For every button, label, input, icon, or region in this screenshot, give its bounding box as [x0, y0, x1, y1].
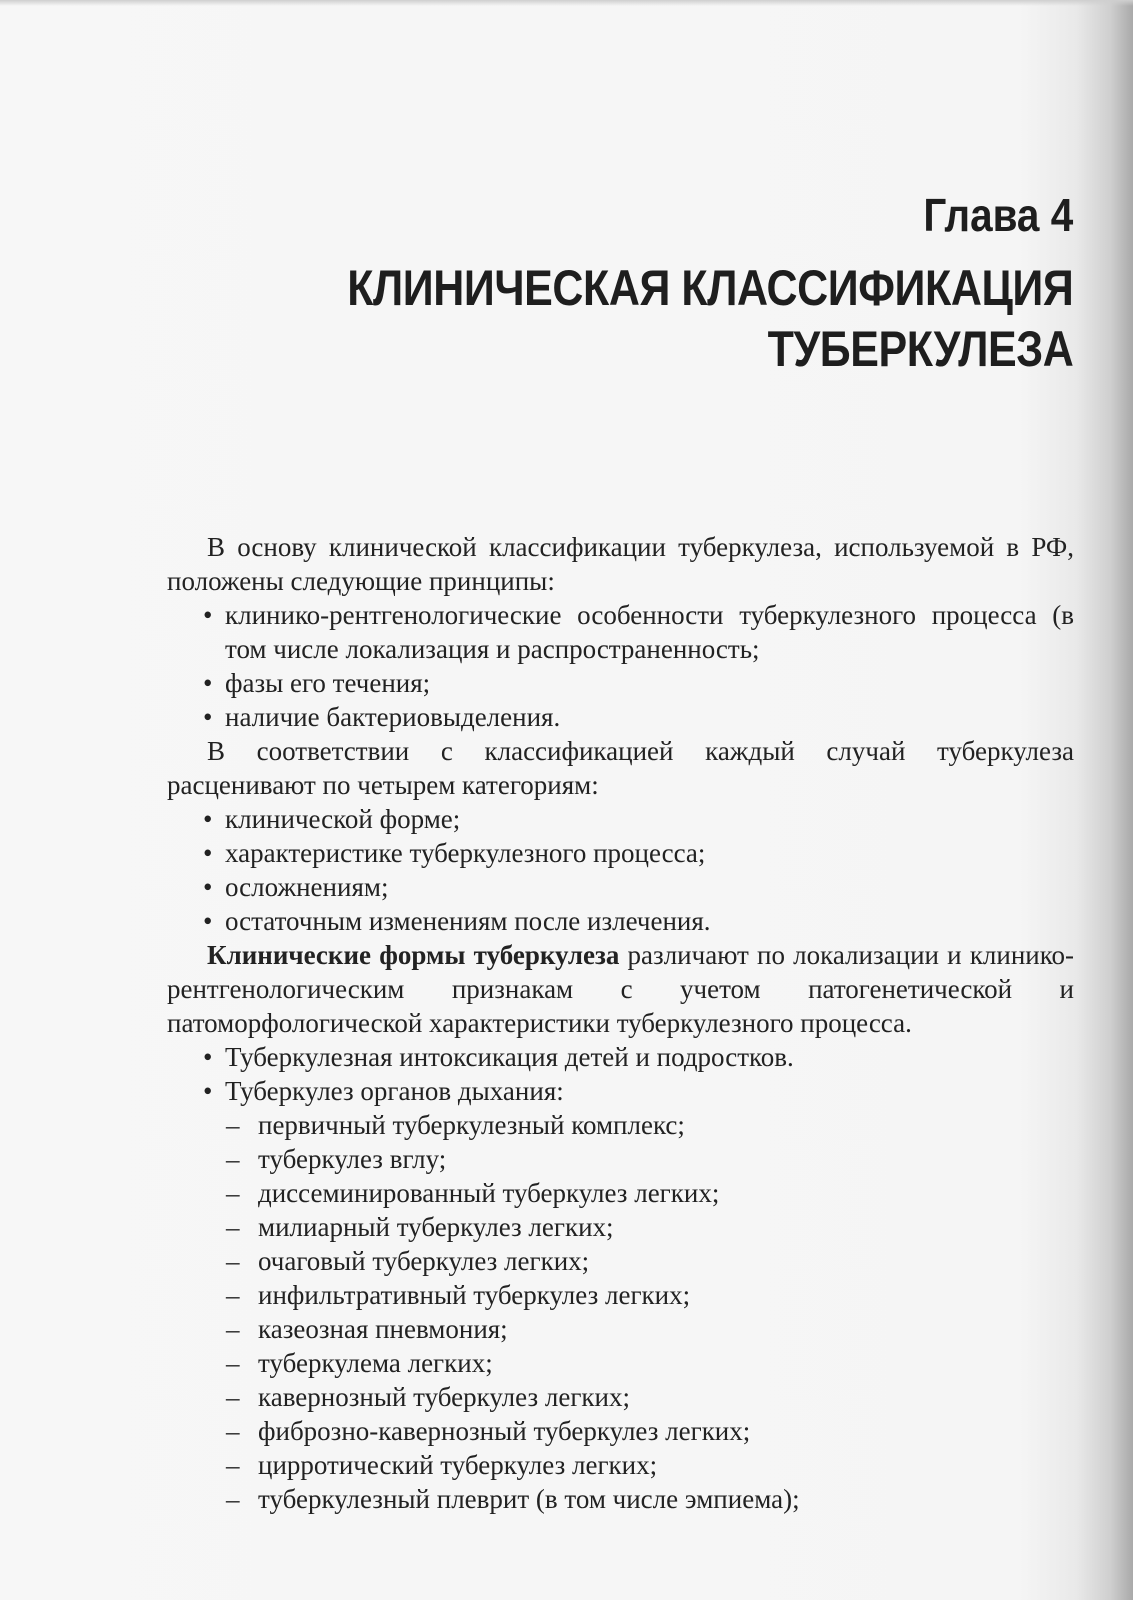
dash-mark: –	[226, 1144, 240, 1174]
bullet-mark: •	[203, 1076, 213, 1106]
forms-paragraph	[167, 938, 1074, 1040]
chapter-title-line: ТУБЕРКУЛЕЗА	[767, 321, 1073, 377]
sub-list-item-text: туберкулез вглу;	[258, 1144, 447, 1174]
chapter-title-line: КЛИНИЧЕСКАЯ КЛАССИФИКАЦИЯ	[346, 260, 1073, 316]
dash-mark: –	[226, 1246, 240, 1276]
categories-paragraph: В соответствии с классификацией каждый случай туберкулеза расценивают по четырем категориям:	[167, 736, 1074, 800]
list-item	[167, 1040, 1074, 1074]
dash-mark: –	[226, 1212, 240, 1242]
bullet-mark: •	[203, 668, 213, 698]
dash-mark: –	[226, 1110, 240, 1140]
list-item-text: фазы его течения;	[225, 668, 431, 698]
sub-list-item-text: туберкулема легких;	[258, 1348, 493, 1378]
sub-list-item	[167, 1482, 1074, 1516]
body-text	[167, 530, 1074, 1516]
list-item	[167, 802, 1074, 836]
list-item	[167, 870, 1074, 904]
list-item	[167, 598, 1074, 666]
sub-list-item	[167, 1176, 1074, 1210]
sub-list-item	[167, 1312, 1074, 1346]
sub-list-item-text: диссеминированный туберкулез легких;	[258, 1178, 720, 1208]
list-item-text: Туберкулез органов дыхания:	[225, 1076, 564, 1106]
list-item-text: остаточным изменениям после излечения.	[225, 906, 711, 936]
dash-mark: –	[226, 1178, 240, 1208]
bullet-mark: •	[203, 1042, 213, 1072]
sub-list-item	[167, 1380, 1074, 1414]
sub-list-item-text: милиарный туберкулез легких;	[258, 1212, 614, 1242]
list-item-text: Туберкулезная интоксикация детей и подростков.	[225, 1042, 794, 1072]
sub-list-item-text: цирротический туберкулез легких;	[258, 1450, 658, 1480]
sub-list-item	[167, 1244, 1074, 1278]
sub-list-item	[167, 1346, 1074, 1380]
sub-list-item	[167, 1142, 1074, 1176]
sub-list-item-text: фиброзно-кавернозный туберкулез легких;	[258, 1416, 751, 1446]
list-item	[167, 666, 1074, 700]
sub-list-item-text: казеозная пневмония;	[258, 1314, 508, 1344]
sub-list-item-text: очаговый туберкулез легких;	[258, 1246, 590, 1276]
chapter-title	[347, 258, 1073, 380]
list-item-text: клинико-рентгенологические особенности туберкулезного процесса (в том числе локализация и распространенность;	[225, 600, 1074, 664]
sub-list-item	[167, 1278, 1074, 1312]
sub-list-item	[167, 1448, 1074, 1482]
dash-mark: –	[226, 1314, 240, 1344]
dash-mark: –	[226, 1416, 240, 1446]
bullet-mark: •	[203, 906, 213, 936]
list-item	[167, 904, 1074, 938]
bullet-mark: •	[203, 804, 213, 834]
page-top-edge	[0, 0, 1133, 6]
bullet-mark: •	[203, 702, 213, 732]
dash-mark: –	[226, 1484, 240, 1514]
forms-paragraph-text: различают по локализации и клинико-рентгенологическим признакам с учетом патогенетической и патоморфологической характеристики туберкулезного процесса.	[167, 940, 1074, 1038]
sub-list-item-text: инфильтративный туберкулез легких;	[258, 1280, 691, 1310]
dash-mark: –	[226, 1450, 240, 1480]
dash-mark: –	[226, 1348, 240, 1378]
list-item-text: характеристике туберкулезного процесса;	[225, 838, 706, 868]
dash-mark: –	[226, 1280, 240, 1310]
sub-list-item	[167, 1108, 1074, 1142]
bullet-mark: •	[203, 600, 213, 630]
list-item-text: наличие бактериовыделения.	[225, 702, 561, 732]
intro-paragraph: В основу клинической классификации туберкулеза, используемой в РФ, положены следующие принципы:	[167, 532, 1074, 596]
dash-mark: –	[226, 1382, 240, 1412]
list-item	[167, 700, 1074, 734]
list-item-text: клинической форме;	[225, 804, 461, 834]
sub-list-item-text: кавернозный туберкулез легких;	[258, 1382, 630, 1412]
bullet-mark: •	[203, 872, 213, 902]
sub-list-item	[167, 1210, 1074, 1244]
list-item-text: осложнениям;	[225, 872, 389, 902]
list-item	[167, 836, 1074, 870]
sub-list-item-text: первичный туберкулезный комплекс;	[258, 1110, 685, 1140]
bullet-mark: •	[203, 838, 213, 868]
sub-list-item-text: туберкулезный плеврит (в том числе эмпиема);	[258, 1484, 800, 1514]
forms-lead-term: Клинические формы туберкулеза	[207, 940, 620, 970]
sub-list-item	[167, 1414, 1074, 1448]
list-item	[167, 1074, 1074, 1108]
chapter-number: Глава 4	[923, 189, 1073, 241]
